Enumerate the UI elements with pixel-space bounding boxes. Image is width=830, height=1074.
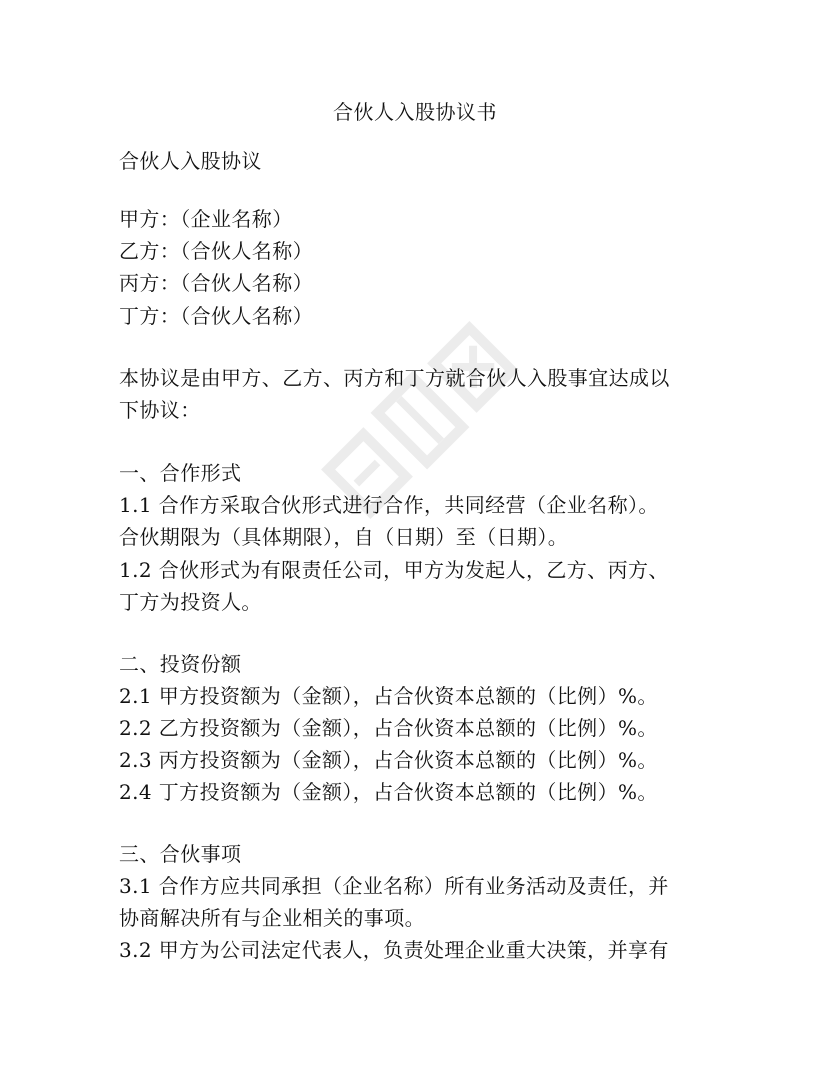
clause-line: 2.3 丙方投资额为（金额），占合伙资本总额的（比例）%。 xyxy=(119,748,658,772)
document-subtitle: 合伙人入股协议 xyxy=(119,149,262,173)
party-b-line: 乙方：（合伙人名称） xyxy=(119,239,313,263)
clause-line: 3.2 甲方为公司法定代表人，负责处理企业重大决策，并享有 xyxy=(119,938,669,962)
clause-line: 协商解决所有与企业相关的事项。 xyxy=(119,906,425,930)
party-d-line: 丁方：（合伙人名称） xyxy=(119,304,313,328)
intro-paragraph-line: 本协议是由甲方、乙方、丙方和丁方就合伙人入股事宜达成以 xyxy=(119,366,670,390)
clause-line: 2.1 甲方投资额为（金额），占合伙资本总额的（比例）%。 xyxy=(119,684,658,708)
clause-line: 1.1 合作方采取合伙形式进行合作，共同经营（企业名称）。 xyxy=(119,493,659,517)
clause-line: 2.2 乙方投资额为（金额），占合伙资本总额的（比例）%。 xyxy=(119,716,658,740)
clause-line: 3.1 合作方应共同承担（企业名称）所有业务活动及责任，并 xyxy=(119,874,669,898)
clause-line: 1.2 合伙形式为有限责任公司，甲方为发起人，乙方、丙方、 xyxy=(119,558,669,582)
clause-line: 合伙期限为（具体期限），自（日期）至（日期）。 xyxy=(119,525,569,549)
clause-line: 丁方为投资人。 xyxy=(119,590,262,614)
clause-line: 2.4 丁方投资额为（金额），占合伙资本总额的（比例）%。 xyxy=(119,780,658,804)
section-heading-cooperation: 一、合作形式 xyxy=(119,461,242,485)
section-heading-matters: 三、合伙事项 xyxy=(119,842,242,866)
intro-paragraph-line: 下协议： xyxy=(119,398,201,422)
party-a-line: 甲方：（企业名称） xyxy=(119,207,293,231)
section-heading-investment: 二、投资份额 xyxy=(119,652,242,676)
document-title: 合伙人入股协议书 xyxy=(333,100,497,124)
party-c-line: 丙方：（合伙人名称） xyxy=(119,271,313,295)
